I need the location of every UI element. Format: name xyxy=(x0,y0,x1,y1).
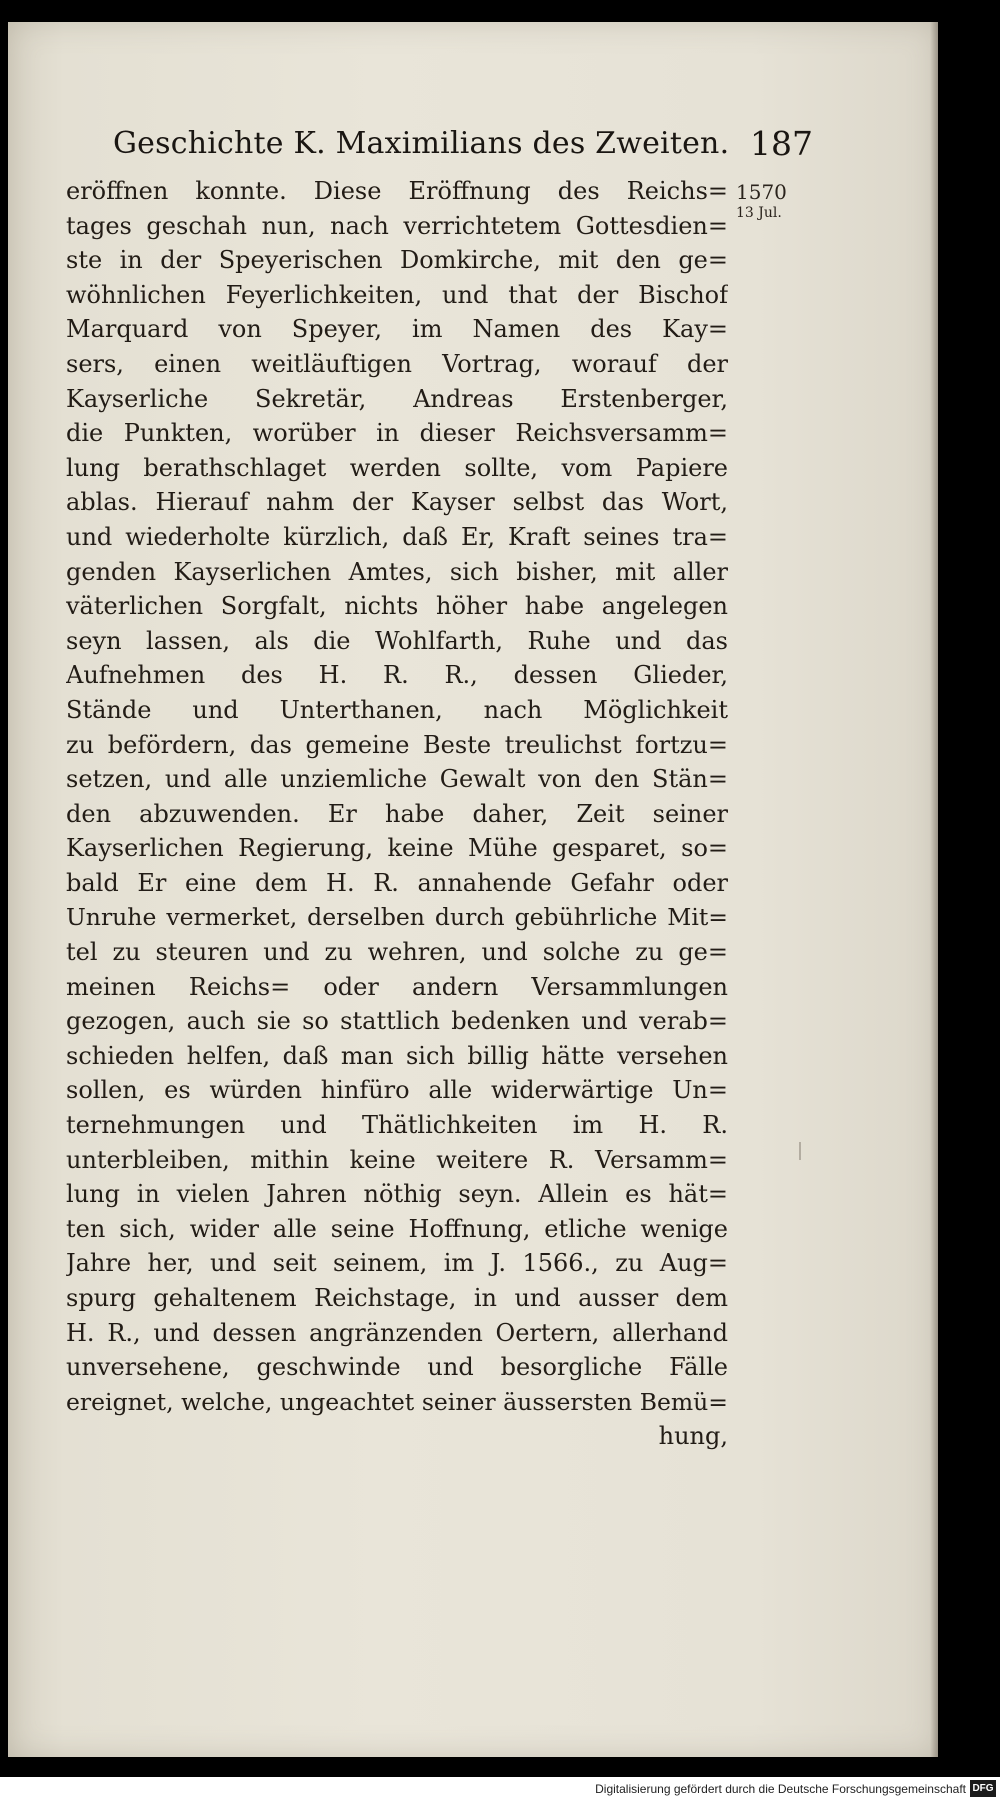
text-line: genden Kayserlichen Amtes, sich bisher, mit aller xyxy=(66,557,728,586)
text-line: die Punkten, worüber in dieser Reichsversamm= xyxy=(66,419,728,448)
text-line: Kayserlichen Regierung, keine Mühe gesparet, so= xyxy=(66,834,728,863)
text-line: sers, einen weitläuftigen Vortrag, worauf der xyxy=(66,349,728,378)
text-line: Jahre her, und seit seinem, im J. 1566., zu Aug= xyxy=(66,1249,728,1278)
text-line: spurg gehaltenem Reichstage, in und ausser dem xyxy=(66,1284,728,1312)
page-edge-shadow xyxy=(930,22,938,1757)
funding-credit: Digitalisierung gefördert durch die Deutsche Forschungsgemeinschaft xyxy=(595,1782,966,1796)
text-line: Unruhe vermerket, derselben durch gebührliche Mit= xyxy=(66,903,728,932)
running-head xyxy=(113,120,813,168)
text-line: wöhnlichen Feyerlichkeiten, und that der Bischof xyxy=(66,280,728,309)
dfg-logo: DFG xyxy=(970,1780,996,1797)
text-line: ablas. Hierauf nahm der Kayser selbst das Wort, xyxy=(66,488,728,517)
text-line: unterbleiben, mithin keine weitere R. Versamm= xyxy=(66,1145,728,1174)
catchword: hung, xyxy=(658,1422,728,1451)
text-line: lung in vielen Jahren nöthig seyn. Allein es hät= xyxy=(66,1180,728,1209)
text-line: den abzuwenden. Er habe daher, Zeit seiner xyxy=(66,799,728,828)
text-line: und wiederholte kürzlich, daß Er, Kraft seines tra= xyxy=(66,522,728,551)
text-line: eröffnen konnte. Diese Eröffnung des Reichs= xyxy=(66,177,728,205)
text-line: tages geschah nun, nach verrichtetem Gottesdien= xyxy=(66,211,728,240)
text-line: Aufnehmen des H. R. R., dessen Glieder, xyxy=(66,661,728,690)
margin-notes xyxy=(736,180,821,222)
text-line: ste in der Speyerischen Domkirche, mit den ge= xyxy=(66,246,728,275)
text-line: lung berathschlaget werden sollte, vom Papiere xyxy=(66,453,728,482)
text-line: schieden helfen, daß man sich billig hätte versehen xyxy=(66,1041,728,1070)
page-number: 187 xyxy=(750,124,813,163)
text-line: bald Er eine dem H. R. annahende Gefahr oder xyxy=(66,868,728,897)
margin-note-year: 1570 xyxy=(736,180,787,204)
text-line: ereignet, welche, ungeachtet seiner äussersten Bemü= xyxy=(66,1387,728,1416)
text-line: Stände und Unterthanen, nach Möglichkeit xyxy=(66,695,728,724)
text-line: ternehmungen und Thätlichkeiten im H. R. xyxy=(66,1111,728,1140)
margin-note-date: 13 Jul. xyxy=(736,205,782,221)
text-line: setzen, und alle unziemliche Gewalt von den Stän= xyxy=(66,765,728,794)
text-line: zu befördern, das gemeine Beste treulichst fortzu= xyxy=(66,730,728,759)
text-line: gezogen, auch sie so stattlich bedenken und verab= xyxy=(66,1007,728,1036)
text-line: H. R., und dessen angränzenden Oertern, allerhand xyxy=(66,1318,728,1347)
footer-strip xyxy=(0,1777,1000,1801)
text-line: väterlichen Sorgfalt, nichts höher habe angelegen xyxy=(66,592,728,621)
text-line: tel zu steuren und zu wehren, und solche zu ge= xyxy=(66,938,728,967)
running-title: Geschichte K. Maximilians des Zweiten. xyxy=(113,126,730,161)
paper-speck xyxy=(799,1142,801,1160)
text-line: seyn lassen, als die Wohlfarth, Ruhe und das xyxy=(66,626,728,655)
body-text xyxy=(66,174,728,1454)
text-line: ten sich, wider alle seine Hoffnung, etliche wenige xyxy=(66,1214,728,1243)
text-line: unversehene, geschwinde und besorgliche Fälle xyxy=(66,1353,728,1382)
text-line: sollen, es würden hinfüro alle widerwärtige Un= xyxy=(66,1076,728,1105)
text-line: meinen Reichs= oder andern Versammlungen xyxy=(66,972,728,1001)
text-line: Marquard von Speyer, im Namen des Kay= xyxy=(66,315,728,344)
book-page xyxy=(8,22,938,1757)
text-line: Kayserliche Sekretär, Andreas Erstenberger, xyxy=(66,384,728,413)
